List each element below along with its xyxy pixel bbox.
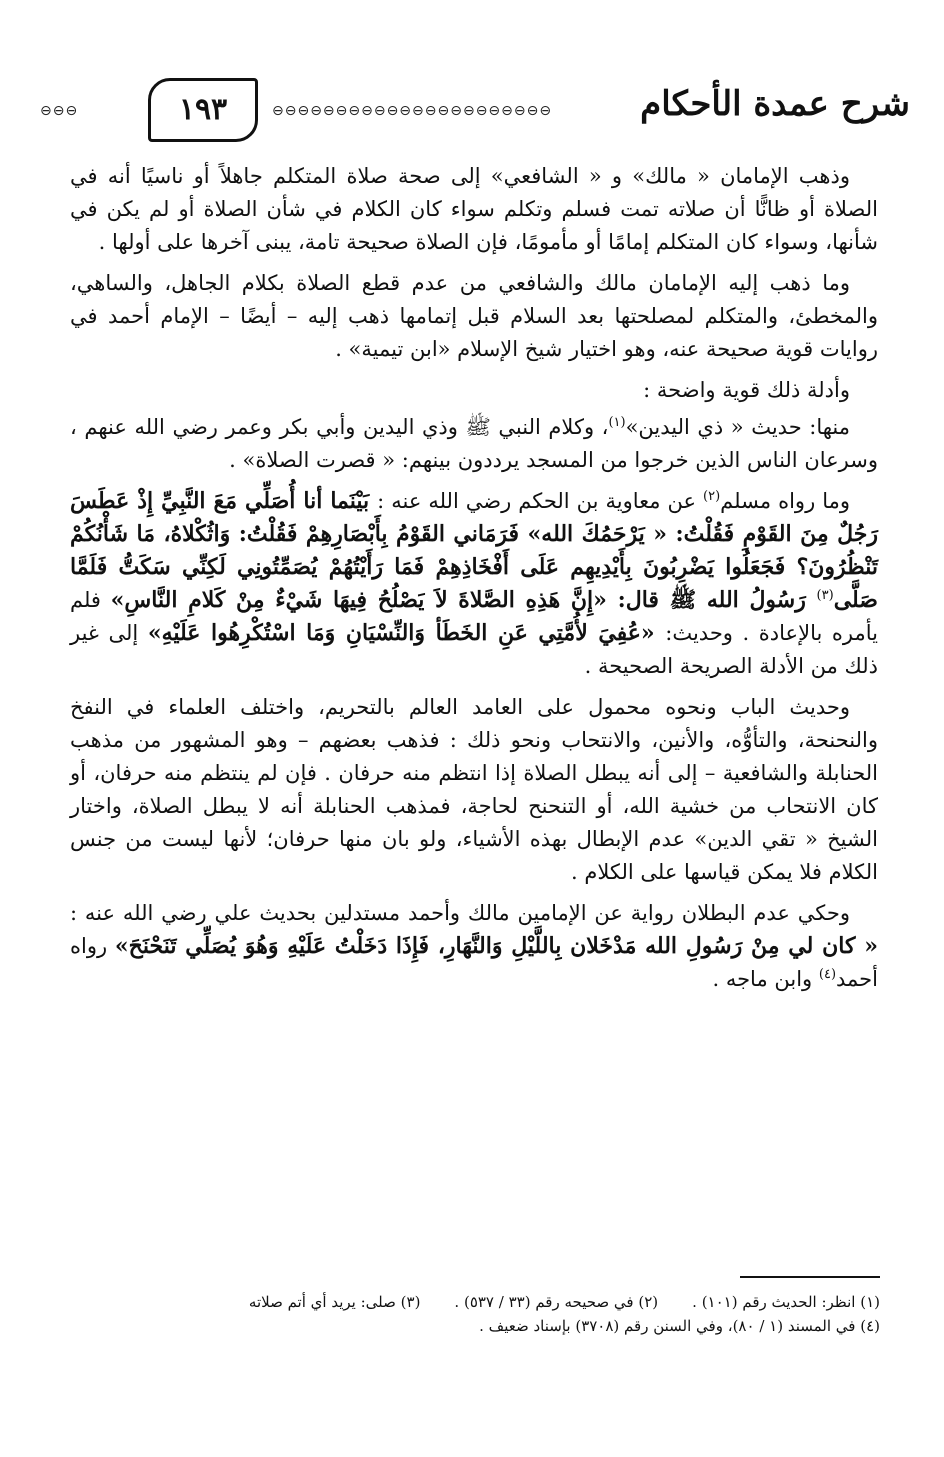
paragraph-text: رواه أحمد	[70, 934, 878, 991]
hadith-quote: قال: «إِنَّ هَذِهِ الصَّلاةَ لاَ يَصْلُحُ فِيهَا شَيْءٌ مِنْ كَلامِ النَّاسِ»	[110, 587, 670, 613]
paragraph: وأدلة ذلك قوية واضحة :	[643, 378, 850, 402]
book-title: شرح عمدة الأحكام	[640, 84, 910, 124]
hadith-quote: «عُفِيَ لأُمَّتِي عَنِ الخَطَأ وَالنِّسْيَانِ وَمَا اسْتُكْرِهُوا عَلَيْهِ»	[147, 620, 666, 646]
paragraph	[70, 411, 878, 477]
hadith-quote: رَسُولُ الله ﷺ	[669, 587, 817, 613]
footnote-divider	[740, 1276, 880, 1278]
footnote: (١) انظر: الحديث رقم (١٠١) .	[692, 1293, 880, 1311]
header-ornament-band: ⊖⊖⊖⊖⊖⊖⊖⊖⊖⊖⊖⊖⊖⊖⊖⊖⊖⊖⊖⊖⊖⊖	[272, 103, 553, 119]
paragraph	[70, 485, 878, 683]
paragraph-text: وما رواه مسلم	[720, 489, 850, 513]
paragraph: وحديث الباب ونحوه محمول على العامد العالم بالتحريم، واختلف العلماء في النفخ والنحنحة، والتأوُّه، والأنين، والانتحاب ونحو ذلك : فذهب بعضهم – وهو المشهور من مذهب الحنابلة والشافعية – إلى أنه يبطل الصلاة إذا انتظم منه حرفان . فإن لم ينتظم منه حرفان، أو كان الانتحاب من خشية الله، أو التنحنح لحاجة، فمذهب الحنابلة أنه لا يبطل الصلاة، واختار الشيخ « تقي الدين» عدم الإبطال بهذه الأشياء، ولو بان منها حرفان؛ لأنها ليست من جنس الكلام فلا يمكن قياسها على الكلام .	[70, 695, 878, 884]
paragraph-text: فلم يأمره بالإعادة . وحديث:	[70, 588, 878, 645]
footnote: (٢) في صحيحه رقم (٣٣ / ٥٣٧) .	[454, 1293, 659, 1311]
paragraph: وما ذهب إليه الإمامان مالك والشافعي من عدم قطع الصلاة بكلام الجاهل، والساهي، والمخطئ، والمتكلم لمصلحتها بعد السلام قبل إتمامها ذهب إليه – أيضًا – الإمام أحمد في روايات قوية صحيحة عنه، وهو اختيار شيخ الإسلام «ابن تيمية» .	[70, 271, 878, 361]
paragraph: وذهب الإمامان « مالك» و « الشافعي» إلى صحة صلاة المتكلم جاهلاً أو ناسيًا أنه في الصلاة أو ظانًّا أن صلاته تمت فسلم وتكلم سواء كان الكلام في شأن الصلاة أو لم يكن في شأنها، وسواء كان المتكلم إمامًا أو مأمومًا، فإن الصلاة صحيحة تامة، يبنى آخرها على أولها .	[70, 164, 878, 254]
page-header	[40, 76, 910, 146]
paragraph-text: ، وكلام النبي ﷺ وذي اليدين وأبي بكر وعمر رضي الله عنهم ، وسرعان الناس الذين خرجوا من المسجد يرددون بينهم: « قصرت الصلاة» .	[70, 415, 878, 472]
paragraph-text: وحكي عدم البطلان رواية عن الإمامين مالك وأحمد مستدلين بحديث علي رضي الله عنه :	[70, 901, 850, 925]
footnote-ref: (٣)	[816, 588, 834, 603]
footnote-ref: (١)	[608, 415, 626, 430]
footnote-row	[90, 1290, 880, 1314]
hadith-quote: بَيْنَما أنا أُصَلِّي مَعَ النَّبِيِّ إِذْ عَطَسَ رَجُلٌ مِنَ القَوْمِ فَقُلْتُ: « يَرْحَمُكَ الله» فَرَمَاني القَوْمُ بِأَبْصَارِهِمْ فَقُلْتُ: وَاثُكْلاهُ، مَا شَأْنُكُمْ تَنْظُرُونَ؟ فَجَعَلُوا يَضْرِبُونَ بِأَيْدِيهِم عَلَى أَفْخَاذِهِمْ فَمَا رَأَيْتُهُمْ يُصَمِّتُونِي لَكِنِّي سَكَتُّ فَلَمَّا صَلَّى	[70, 488, 878, 613]
footnote: (٤) في المسند (١ / ٨٠)، وفي السنن رقم (٣٧٠٨) بإسناد ضعيف .	[479, 1317, 880, 1335]
paragraph	[70, 897, 878, 996]
footnote-ref: (٤)	[818, 967, 837, 982]
header-ornament-left: ⊖⊖⊖	[40, 103, 79, 119]
footnote: (٣) صلى: يريد أي أتم صلاته	[248, 1293, 421, 1311]
footnote-ref: (٢)	[703, 489, 721, 504]
footnotes	[90, 1290, 880, 1338]
paragraph-text: وابن ماجه .	[712, 967, 819, 991]
paragraph-text: عن معاوية بن الحكم رضي الله عنه :	[377, 489, 704, 513]
main-text	[70, 160, 878, 1004]
paragraph-text: منها: حديث « ذي اليدين»	[625, 415, 850, 439]
hadith-quote: « كان لي مِنْ رَسُولِ الله مَدْخَلان بِاللَّيْلِ وَالنَّهَارِ، فَإِذَا دَخَلْتُ عَلَيْهِ وَهُوَ يُصَلِّي تَنَحْنَحَ»	[114, 933, 878, 959]
paragraph-text: إلى غير ذلك من الأدلة الصريحة الصحيحة .	[70, 621, 878, 678]
page-number: ١٩٣	[148, 78, 258, 142]
